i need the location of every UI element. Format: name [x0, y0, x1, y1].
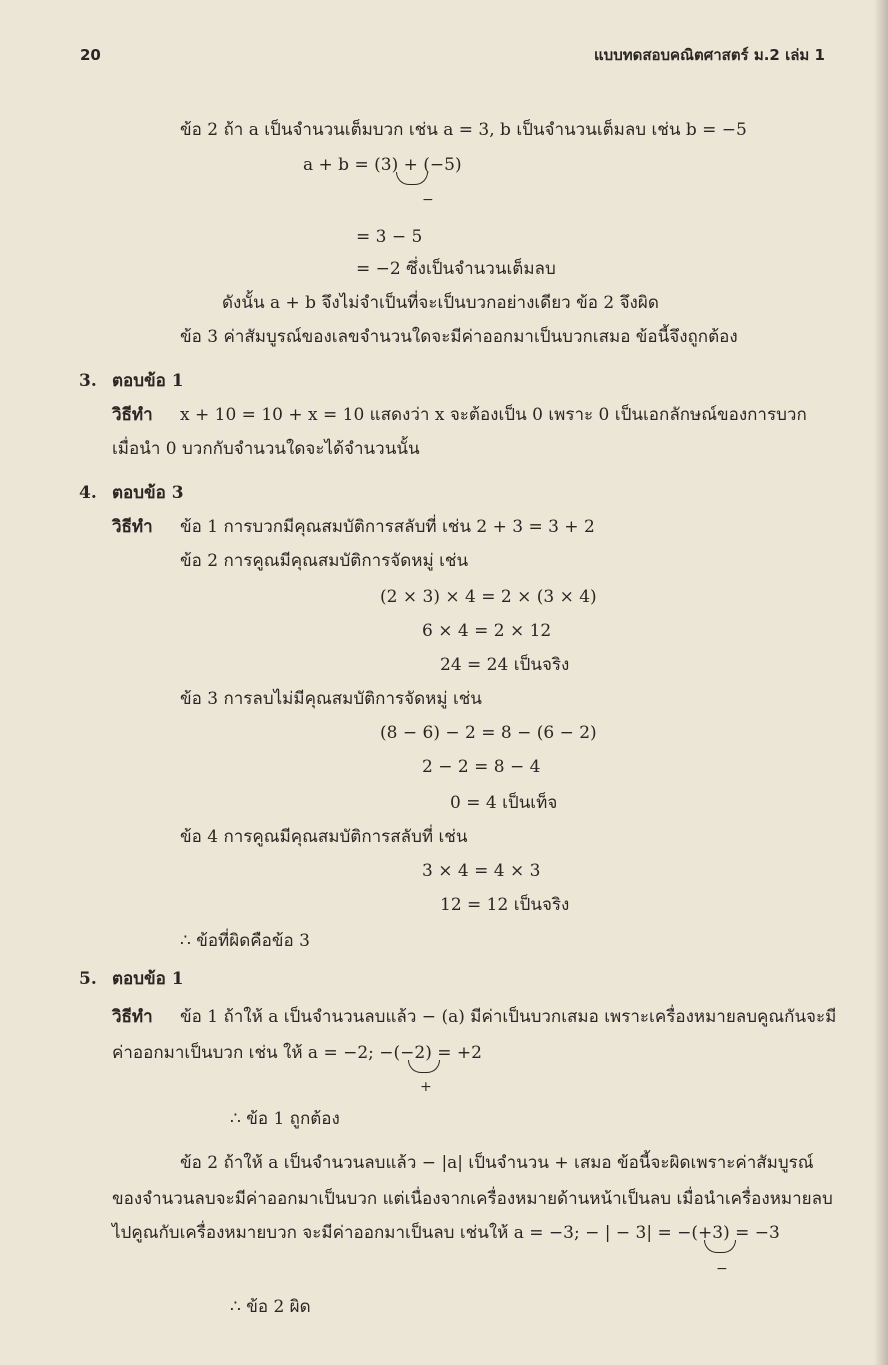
page-edge-shadow: [874, 0, 888, 1365]
question-number: 5.: [79, 969, 97, 989]
method-label: วิธีทำ: [112, 1007, 153, 1027]
sign-product-arc: [704, 1240, 736, 1253]
q5-solution-line: ข้อ 1 ถ้าให้ a เป็นจำนวนลบแล้ว − (a) มีค่าเป็นบวกเสมอ เพราะเครื่องหมายลบคูณกันจะมี: [180, 1007, 837, 1027]
answer-label: ตอบข้อ 1: [112, 969, 184, 989]
question-number: 4.: [79, 483, 97, 503]
answer-label: ตอบข้อ 1: [112, 371, 184, 391]
q5-solution-line: ค่าออกมาเป็นบวก เช่น ให้ a = −2; −(−2) = +2: [112, 1043, 482, 1063]
question-number: 3.: [79, 371, 97, 391]
q2-equation-line: a + b = (3) + (−5): [303, 155, 462, 175]
product-sign: −: [422, 192, 434, 208]
sign-product-arc: [408, 1060, 440, 1073]
q4-choice2-line: ข้อ 2 การคูณมีคุณสมบัติการจัดหมู่ เช่น: [180, 551, 469, 571]
q2-choice3-line: ข้อ 3 ค่าสัมบูรณ์ของเลขจำนวนใดจะมีค่าออกมาเป็นบวกเสมอ ข้อนี้จึงถูกต้อง: [180, 327, 738, 347]
q5-solution-line: ไปคูณกับเครื่องหมายบวก จะมีค่าออกมาเป็นลบ เช่นให้ a = −3; − | − 3| = −(+3) = −3: [112, 1223, 780, 1243]
sign-product-arc: [396, 172, 428, 185]
q4-equation-line: 3 × 4 = 4 × 3: [422, 861, 541, 881]
q2-result-line: = −2 ซึ่งเป็นจำนวนเต็มลบ: [356, 259, 556, 279]
q4-equation-line: 6 × 4 = 2 × 12: [422, 621, 552, 641]
q4-equation-line: 0 = 4 เป็นเท็จ: [450, 793, 558, 813]
q3-solution-line: x + 10 = 10 + x = 10 แสดงว่า x จะต้องเป็น 0 เพราะ 0 เป็นเอกลักษณ์ของการบวก: [180, 405, 807, 425]
q3-solution-line: เมื่อนำ 0 บวกกับจำนวนใดจะได้จำนวนนั้น: [112, 439, 420, 459]
q4-choice4-line: ข้อ 4 การคูณมีคุณสมบัติการสลับที่ เช่น: [180, 827, 468, 847]
product-sign: +: [420, 1079, 432, 1095]
q4-equation-line: 12 = 12 เป็นจริง: [440, 895, 570, 915]
page-number: 20: [80, 46, 101, 64]
q5-conclusion-line: ∴ ข้อ 2 ผิด: [230, 1297, 311, 1317]
book-title: แบบทดสอบคณิตศาสตร์ ม.2 เล่ม 1: [594, 46, 825, 64]
q4-conclusion-line: ∴ ข้อที่ผิดคือข้อ 3: [180, 931, 310, 951]
q5-solution-line: ของจำนวนลบจะมีค่าออกมาเป็นบวก แต่เนื่องจากเครื่องหมายด้านหน้าเป็นลบ เมื่อนำเครื่องหมายลบ: [112, 1189, 833, 1209]
method-label: วิธีทำ: [112, 517, 153, 537]
q4-equation-line: (8 − 6) − 2 = 8 − (6 − 2): [380, 723, 597, 743]
q4-equation-line: (2 × 3) × 4 = 2 × (3 × 4): [380, 587, 597, 607]
product-sign: −: [716, 1261, 728, 1277]
q4-choice1-line: ข้อ 1 การบวกมีคุณสมบัติการสลับที่ เช่น 2 + 3 = 3 + 2: [180, 517, 595, 537]
q5-conclusion-line: ∴ ข้อ 1 ถูกต้อง: [230, 1109, 340, 1129]
q2-choice2-line: ข้อ 2 ถ้า a เป็นจำนวนเต็มบวก เช่น a = 3, b เป็นจำนวนเต็มลบ เช่น b = −5: [180, 120, 747, 140]
q4-equation-line: 2 − 2 = 8 − 4: [422, 757, 541, 777]
q2-conclusion-line: ดังนั้น a + b จึงไม่จำเป็นที่จะเป็นบวกอย่างเดียว ข้อ 2 จึงผิด: [222, 293, 659, 313]
method-label: วิธีทำ: [112, 405, 153, 425]
q5-solution-line: ข้อ 2 ถ้าให้ a เป็นจำนวนลบแล้ว − |a| เป็นจำนวน + เสมอ ข้อนี้จะผิดเพราะค่าสัมบูรณ์: [180, 1153, 814, 1173]
q4-choice3-line: ข้อ 3 การลบไม่มีคุณสมบัติการจัดหมู่ เช่น: [180, 689, 482, 709]
answer-label: ตอบข้อ 3: [112, 483, 184, 503]
q4-equation-line: 24 = 24 เป็นจริง: [440, 655, 570, 675]
q2-step-line: = 3 − 5: [356, 227, 423, 247]
